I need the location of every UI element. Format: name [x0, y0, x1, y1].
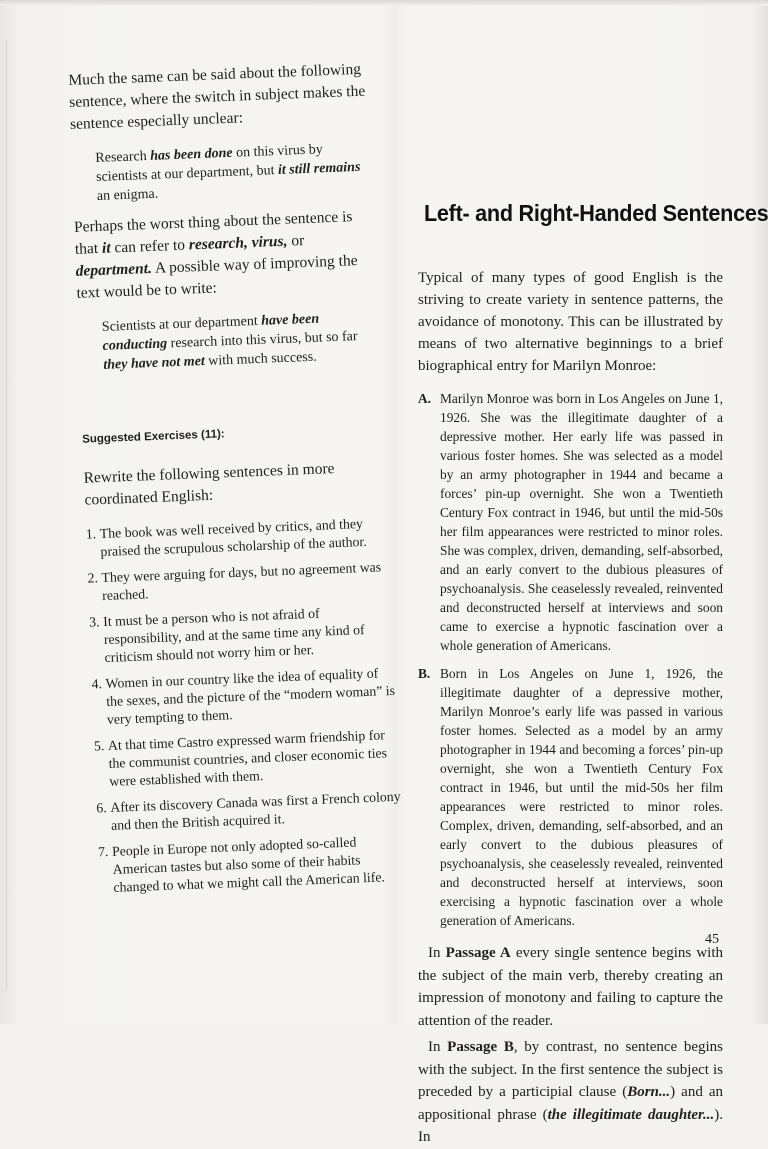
emphasis: they have not met	[103, 353, 206, 373]
passage-text: Born in Los Angeles on June 1, 1926, the illegitimate daughter of a depressive mother, Marilyn Monroe’s early life was passed in various foster homes. Selected as a model by an army photographer in 1944 and becoming a forces’ pin-up overnight, she won a Twentieth Century Fox contract in 1946, but until the mid-50s her film appearances were restricted to minor roles. Complex, driven, demanding, self-absorbed, and an early convert to the dubious pleasures of psychoanalysis, she ceaselessly revealed, reinvented and deconstructed herself at interviews, soon exercising a hypnotic fascination over a whole generation of Americans.	[440, 666, 723, 928]
exercise-item	[94, 726, 401, 792]
section-title: Left- and Right-Handed Sentences	[424, 200, 768, 226]
right-column	[418, 200, 768, 1149]
emphasis: has been done	[149, 145, 233, 164]
text-run: A possible way of improving the text would be to write:	[76, 252, 358, 302]
example-sentence-1	[95, 138, 378, 206]
exercise-number: 1.	[85, 526, 97, 542]
exercises-heading: Suggested Exercises (11):	[81, 428, 225, 446]
text-run: or	[287, 232, 305, 250]
emphasis: have been conducting	[102, 311, 320, 354]
exercise-number: 3.	[88, 614, 100, 630]
page-number: 45	[705, 932, 719, 947]
exercises-instruction: Rewrite the following sentences in more coordinated English:	[83, 460, 335, 509]
passage-label: B.	[418, 666, 431, 681]
page-edge-line	[6, 40, 7, 990]
text-run: an enigma.	[96, 186, 159, 204]
scan-edge	[0, 0, 768, 6]
exercise-number: 2.	[87, 570, 99, 586]
exercise-number: 6.	[96, 800, 107, 816]
exercise-item	[96, 788, 402, 836]
exercise-number: 7.	[97, 844, 109, 860]
text-run: with much success.	[204, 349, 317, 369]
text-run: In	[428, 945, 446, 961]
text-run: ) and an appositional phrase (	[418, 1084, 724, 1123]
emphasis: Born...	[627, 1084, 671, 1100]
text-run: In	[428, 1039, 448, 1055]
exercise-item	[98, 832, 405, 898]
exercise-text: After its discovery Canada was first a French colony and then the British acquired it.	[110, 788, 401, 833]
text-run: research into this virus, but so far	[166, 329, 358, 352]
exercise-text: Women in our country like the idea of equality of the sexes, and the picture of the “modern woman” is very tempting to them.	[105, 665, 396, 727]
exercise-number: 4.	[91, 676, 103, 692]
exercise-item	[89, 602, 396, 668]
passage-b	[418, 664, 723, 930]
exercise-text: It must be a person who is not afraid of responsibility, and at the same time any kind of criticism should not worry him or her.	[102, 605, 365, 666]
emphasis: the illegitimate daughter...	[547, 1106, 715, 1123]
intro-paragraph: Much the same can be said about the following sentence, where the switch in subject makes the sentence especially unclear:	[68, 60, 366, 133]
passage-text: Marilyn Monroe was born in Los Angeles on June 1, 1926. She was the illegitimate daughter of a depressive mother. Her early life was passed in various foster homes. She was selected as a model by an army photographer in 1944 and became a forces’ pin-up overnight. She won a Twentieth Century Fox contract in 1946, but until the mid-50s her film appearances were restricted to minor roles. She was complex, driven, demanding, self-absorbed, and an early convert to the dubious pleasures of psychoanalysis. She ceaselessly revealed, reinvented and deconstructed herself at interviews and soon came to exercise a hypnotic fascination over a whole generation of Americans.	[440, 391, 723, 653]
commentary-b	[418, 1036, 723, 1149]
text-run: on this virus by scientists at our department, but	[95, 142, 324, 185]
emphasis: research, virus,	[188, 232, 288, 254]
exercise-text: They were arguing for days, but no agreement was reached.	[101, 559, 382, 604]
text-run: Scientists at our department	[101, 313, 262, 335]
text-run: ). In	[418, 1106, 723, 1145]
text-run: Perhaps the worst thing about the sentence is that	[73, 208, 353, 258]
text-run: every single sentence begins with the subject of the main verb, thereby creating an impression of monotony and failing to capture the attention of the reader.	[418, 945, 724, 1029]
exercise-item	[86, 514, 392, 562]
example-sentence-2	[102, 307, 385, 375]
commentary-a	[418, 942, 723, 1032]
exercise-text: The book was well received by critics, and they praised the scrupulous scholarship of the author.	[99, 516, 367, 560]
exercise-text: People in Europe not only adopted so-called American tastes but also some of their habits changed to what we might call the American life.	[111, 834, 386, 895]
passage-label: A.	[418, 391, 432, 406]
left-column	[68, 58, 405, 905]
bold-term: Passage A	[445, 945, 511, 961]
emphasis: it	[101, 239, 111, 257]
bold-term: Passage B	[447, 1039, 514, 1055]
exercise-item	[87, 558, 393, 606]
emphasis: it still remains	[277, 159, 361, 179]
exercise-item	[91, 664, 398, 730]
exercise-text: At that time Castro expressed warm friendship for the communist countries, and closer economic ties were established with them.	[107, 727, 388, 789]
emphasis: department.	[75, 259, 153, 280]
text-run: Research	[95, 148, 151, 167]
exercise-list	[86, 514, 405, 897]
section-intro: Typical of many types of good English is the striving to create variety in sentence patterns, the avoidance of monotony. This can be illustrated by means of two alternative beginnings to a brief biographical entry for Marilyn Monroe:	[418, 270, 723, 374]
passage-a	[418, 389, 723, 655]
text-run: can refer to	[110, 236, 190, 257]
text-run: , by contrast, no sentence begins with the subject. In the first sentence the subject is preceded by a participial clause (	[418, 1039, 724, 1100]
explanation-paragraph	[74, 205, 382, 305]
exercise-number: 5.	[93, 738, 105, 754]
